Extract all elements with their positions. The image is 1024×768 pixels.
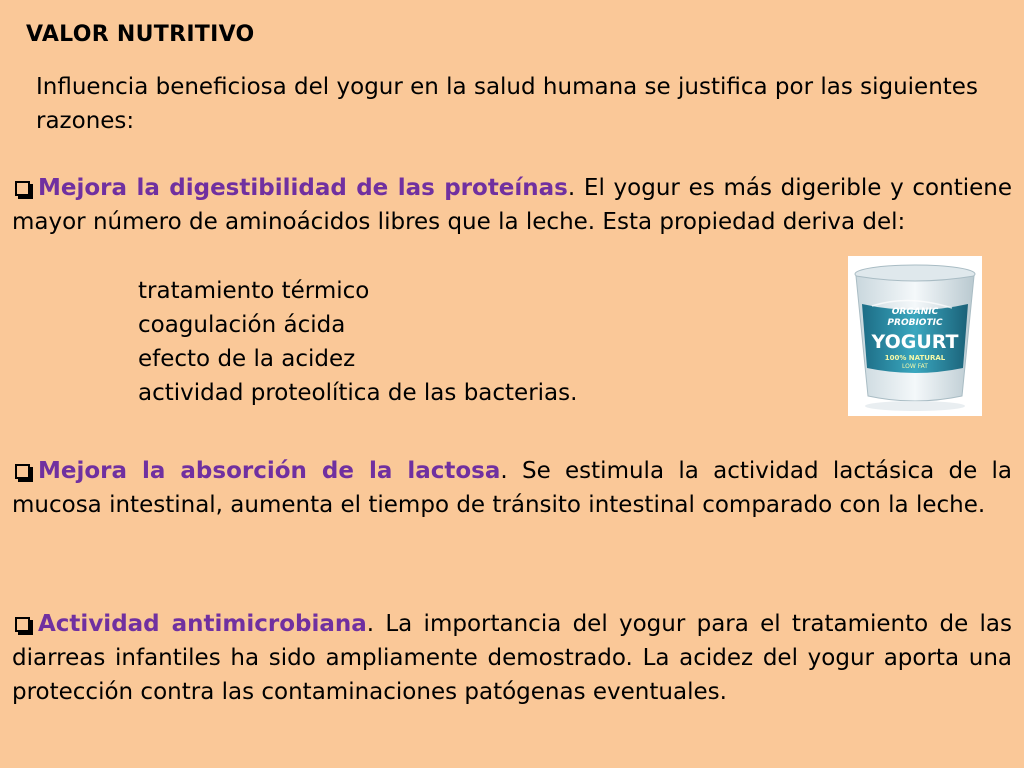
list-item: coagulación ácida — [138, 312, 346, 338]
section-lactose — [12, 454, 1012, 522]
checkbox-bullet-icon — [15, 464, 30, 479]
yogurt-label-probiotic: PROBIOTIC — [887, 318, 943, 328]
yogurt-label-main: YOGURT — [871, 331, 959, 353]
section-antimicrobial — [12, 607, 1012, 709]
checkbox-bullet-icon — [15, 617, 30, 632]
intro-text: Influencia beneficiosa del yogur en la salud humana se justifica por las siguientes razones: — [36, 74, 978, 134]
section-antimicrobial-lead: Actividad antimicrobiana — [38, 611, 367, 637]
list-item: efecto de la acidez — [138, 346, 356, 372]
list-item: tratamiento térmico — [138, 278, 370, 304]
protein-factors-list — [138, 274, 577, 410]
yogurt-label-lowfat: LOW FAT — [902, 363, 928, 370]
yogurt-image — [848, 256, 982, 416]
section-lactose-body: . Se estimula la actividad lactásica de la mucosa intestinal, aumenta el tiempo de tránsito intestinal comparado con la leche. — [12, 458, 1012, 518]
section-antimicrobial-body: . La importancia del yogur para el tratamiento de las diarreas infantiles ha sido ampliamente demostrado. La acidez del yogur aporta una protección contra las contaminaciones patógenas eventuales. — [12, 611, 1012, 705]
list-item: actividad proteolítica de las bacterias. — [138, 380, 578, 406]
checkbox-bullet-icon — [15, 181, 30, 196]
slide-title: VALOR NUTRITIVO — [26, 22, 255, 47]
section-proteins-lead: Mejora la digestibilidad de las proteínas — [38, 175, 568, 201]
yogurt-cup-icon — [848, 256, 982, 416]
section-proteins — [12, 171, 1012, 239]
section-proteins-body: . El yogur es más digerible y contiene mayor número de aminoácidos libres que la leche. Esta propiedad deriva del: — [12, 175, 1012, 235]
section-lactose-lead: Mejora la absorción de la lactosa — [38, 458, 501, 484]
yogurt-label-natural: 100% NATURAL — [884, 354, 946, 362]
yogurt-label-organic: ORGANIC — [891, 307, 939, 317]
